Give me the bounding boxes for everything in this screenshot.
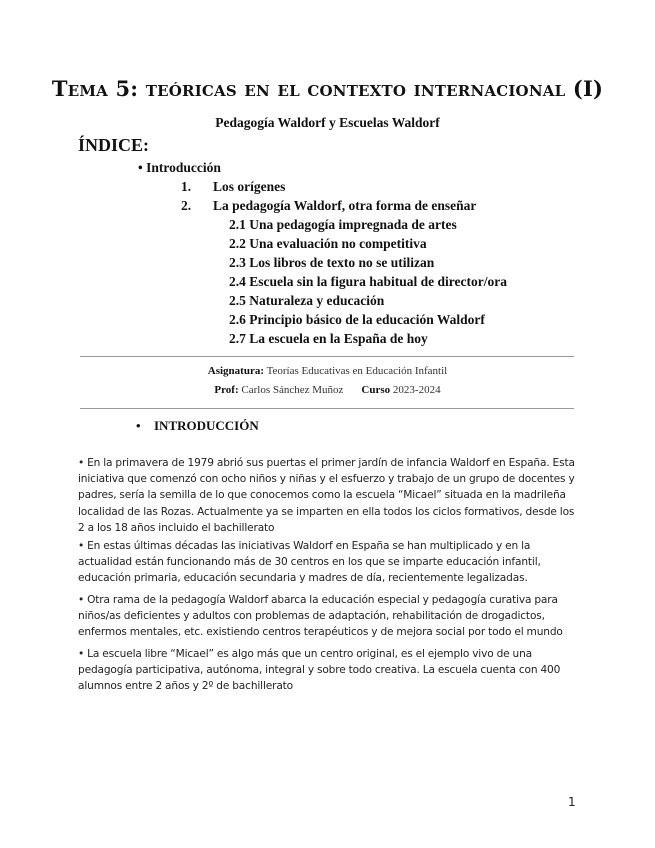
toc-item-number: 1. <box>181 179 192 194</box>
toc-item-label: La pedagogía Waldorf, otra forma de enseñar <box>213 198 477 213</box>
toc-subitem: 2.6 Principio básico de la educación Waldorf <box>229 312 485 327</box>
course-prof-line <box>0 383 655 397</box>
page-title: Tema 5: teóricas en el contexto internacional (I) <box>51 76 604 101</box>
toc-subitem: 2.7 La escuela en la España de hoy <box>229 331 428 346</box>
page-number: 1 <box>568 795 576 809</box>
prof-value: Carlos Sánchez Muñoz <box>241 384 344 396</box>
toc-subitem: 2.2 Una evaluación no competitiva <box>229 236 427 251</box>
toc-subitem: 2.1 Una pedagogía impregnada de artes <box>229 217 457 232</box>
paragraph: • La escuela libre “Micael” es algo más que un centro original, es el ejemplo vivo de una pedagogía participativa, autónoma, integral y sobre todo creativa. La escuela cuenta con 400 alumnos entre 2 años y 2º de bachillerato <box>78 648 561 693</box>
subject-value: Teorías Educativas en Educación Infantil <box>266 365 448 377</box>
toc-subitem: 2.4 Escuela sin la figura habitual de director/ora <box>229 274 508 289</box>
subject-label: Asignatura: <box>207 365 264 377</box>
divider-bottom <box>80 408 574 409</box>
toc-item-label: Los orígenes <box>213 179 286 194</box>
prof-label: Prof: <box>214 384 239 396</box>
toc-intro: • Introducción <box>138 160 221 175</box>
toc-subitem: 2.5 Naturaleza y educación <box>229 293 385 308</box>
paragraph: • En estas últimas décadas las iniciativas Waldorf en España se han multiplicado y en la actualidad están funcionando más de 30 centros en los que se imparte educación infantil, educación primaria, educación secundaria y madres de día, recientemente legalizadas. <box>78 540 541 585</box>
course-value: 2023-2024 <box>392 384 441 396</box>
toc-item <box>181 197 476 215</box>
paragraph: • En la primavera de 1979 abrió sus puertas el primer jardín de infancia Waldorf en España. Esta iniciativa que comenzó con ocho niños y niñas y el esfuerzo y trabajo de un grupo de docentes y padres, sería la semilla de lo que conocemos como la escuela “Micael” situada en la madrileña localidad de las Rozas. Actualmente ya se imparten en ella todos los ciclos formativos, desde los 2 a los 18 años incluido el bachillerato <box>78 457 575 534</box>
section-heading-text: INTRODUCCIÓN <box>154 418 259 433</box>
toc-item <box>181 178 285 196</box>
toc-item-number: 2. <box>181 198 192 213</box>
divider-top <box>80 356 574 357</box>
course-subject-line <box>0 364 655 378</box>
course-label: Curso <box>361 384 391 396</box>
paragraph: • Otra rama de la pedagogía Waldorf abarca la educación especial y pedagogía curativa para niños/as deficientes y adultos con problemas de adaptación, rehabilitación de drogadictos, enfermos mentales, etc. existiendo centros terapéuticos y de mejora social por todo el mundo <box>78 594 563 639</box>
page-subtitle: Pedagogía Waldorf y Escuelas Waldorf <box>215 115 440 130</box>
section-heading <box>136 418 259 434</box>
toc-subitem: 2.3 Los libros de texto no se utilizan <box>229 255 435 270</box>
section-bullet: • <box>136 418 141 433</box>
index-heading: ÍNDICE: <box>78 135 150 155</box>
